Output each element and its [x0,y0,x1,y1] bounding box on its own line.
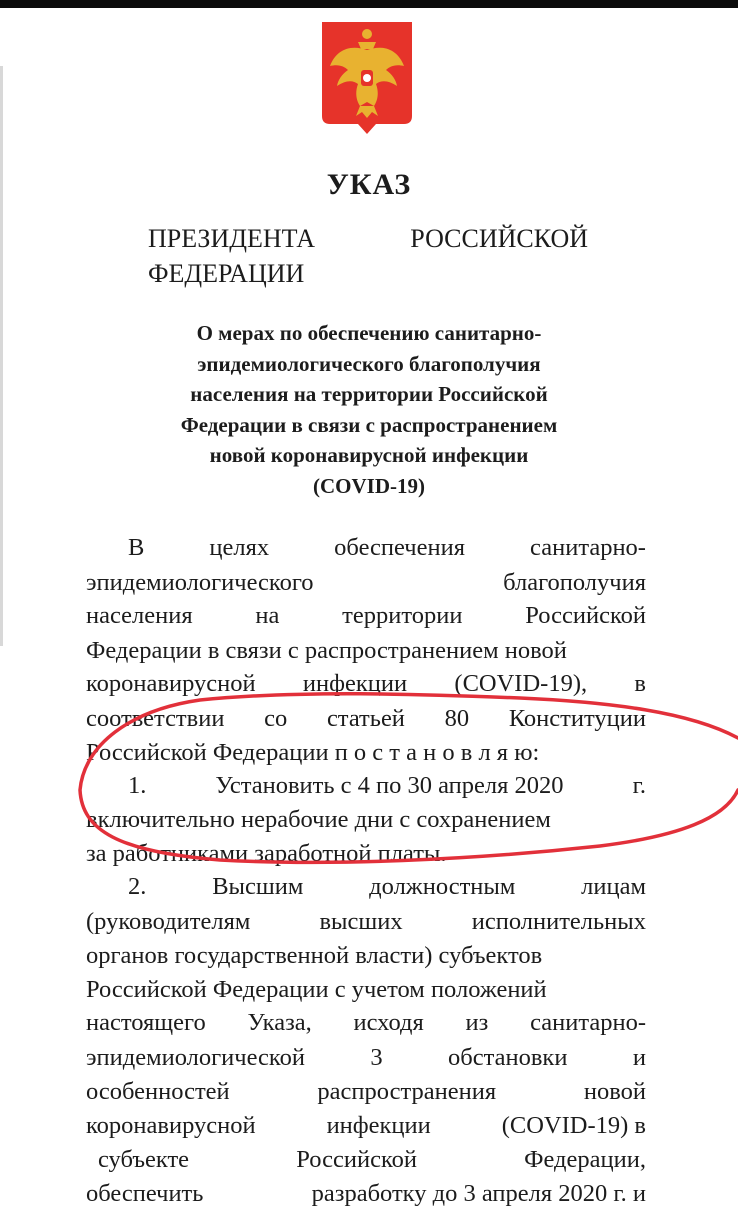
body-line [128,532,646,564]
body-word: со [264,705,288,732]
body-word: настоящего [86,1009,206,1036]
body-word: на [255,602,280,629]
body-line [86,668,646,700]
body-line [98,1144,646,1176]
heading-line: эпидемиологического благополучия [197,351,541,376]
body-word: Установить с 4 по 30 апреля 2020 [215,772,564,799]
subtitle-word: РОССИЙСКОЙ [410,224,588,253]
body-word: эпидемиологической [86,1044,305,1071]
body-word: Федерации, [524,1146,646,1173]
decree-title: УКАЗ [326,168,412,201]
body-word: (руководителям [86,908,251,935]
heading-line: (COVID-19) [313,473,425,498]
body-word: лицам [581,873,646,900]
body-line [86,567,646,599]
body-word: органов государственной власти) субъектов [86,942,543,969]
subtitle-line-2: ФЕДЕРАЦИИ [148,259,305,288]
subtitle-line-1 [148,222,588,256]
top-black-bar [0,0,738,8]
body-line [86,703,646,735]
body-word: Российской Федерации с учетом положений [86,976,547,1003]
heading-line: населения на территории Российской [190,382,548,406]
body-word: соответствии [86,705,225,732]
body-word: и [632,1044,646,1071]
body-word: коронавирусной [86,670,256,697]
body-word: В [128,534,145,561]
body-line [86,635,646,667]
body-word: статьей [326,705,405,732]
body-line [86,1076,646,1108]
body-word: Указа, [247,1009,312,1036]
body-word: обеспечить [86,1180,204,1207]
body-word: распространения [317,1078,497,1105]
heading-line: Федерации в связи с распространением [180,412,558,437]
coat-of-arms-icon [320,20,414,136]
body-word: (COVID-19), [454,670,588,697]
body-word: инфекции [326,1112,431,1139]
heading-line: О мерах по обеспечению санитарно- [196,321,542,345]
body-word: населения [86,602,193,629]
body-line [86,600,646,632]
body-word: Российской Федерации п о с т а н о в л я ю: [86,739,540,766]
body-line [86,1042,646,1074]
body-word: исходя [353,1009,424,1036]
body-word: г. [632,772,646,799]
body-word: высших [319,908,403,935]
body-word: (COVID-19) в [501,1112,646,1139]
body-word: Конституции [508,705,646,732]
body-word: обеспечения [334,534,465,561]
body-word: санитарно- [530,534,646,561]
body-word: Федерации в связи с распространением новой [86,637,567,664]
body-line [86,1007,646,1039]
body-word: благополучия [503,569,646,596]
body-word: 80 [444,705,470,732]
body-word: в [634,670,646,697]
body-word: целях [209,534,270,561]
body-line [86,906,646,938]
body-word: субъекте [98,1146,190,1173]
body-word: коронавирусной [86,1112,256,1139]
body-word: особенностей [86,1078,230,1105]
body-word: территории [342,602,463,629]
body-line [86,737,646,769]
body-word: разработку до 3 апреля 2020 г. и [311,1180,646,1207]
body-word: исполнительных [471,908,646,935]
body-word: из [465,1009,489,1036]
body-line [128,770,646,802]
body-line [86,1110,646,1142]
body-word: эпидемиологического [86,569,314,596]
body-word: 3 [370,1044,383,1071]
body-line [128,871,646,903]
body-word: включительно нерабочие дни с сохранением [86,806,551,833]
body-word: Высшим [212,873,304,900]
body-word: 2. [128,873,147,900]
body-line [86,804,646,836]
body-word: Российской [525,602,646,629]
body-word: инфекции [302,670,408,697]
body-word: новой [583,1078,646,1105]
body-line [86,838,646,870]
body-word: Российской [296,1146,417,1173]
body-word: санитарно- [530,1009,646,1036]
body-word: 1. [128,772,147,799]
heading-line: новой коронавирусной инфекции [209,443,529,467]
decree-heading [0,318,738,501]
body-line [86,974,646,1006]
body-word: за работниками заработной платы. [86,840,447,867]
body-word: должностным [369,873,516,900]
subtitle-word: ПРЕЗИДЕНТА [148,224,315,253]
body-word: обстановки [448,1044,568,1071]
body-line [86,1178,646,1210]
body-line [86,940,646,972]
